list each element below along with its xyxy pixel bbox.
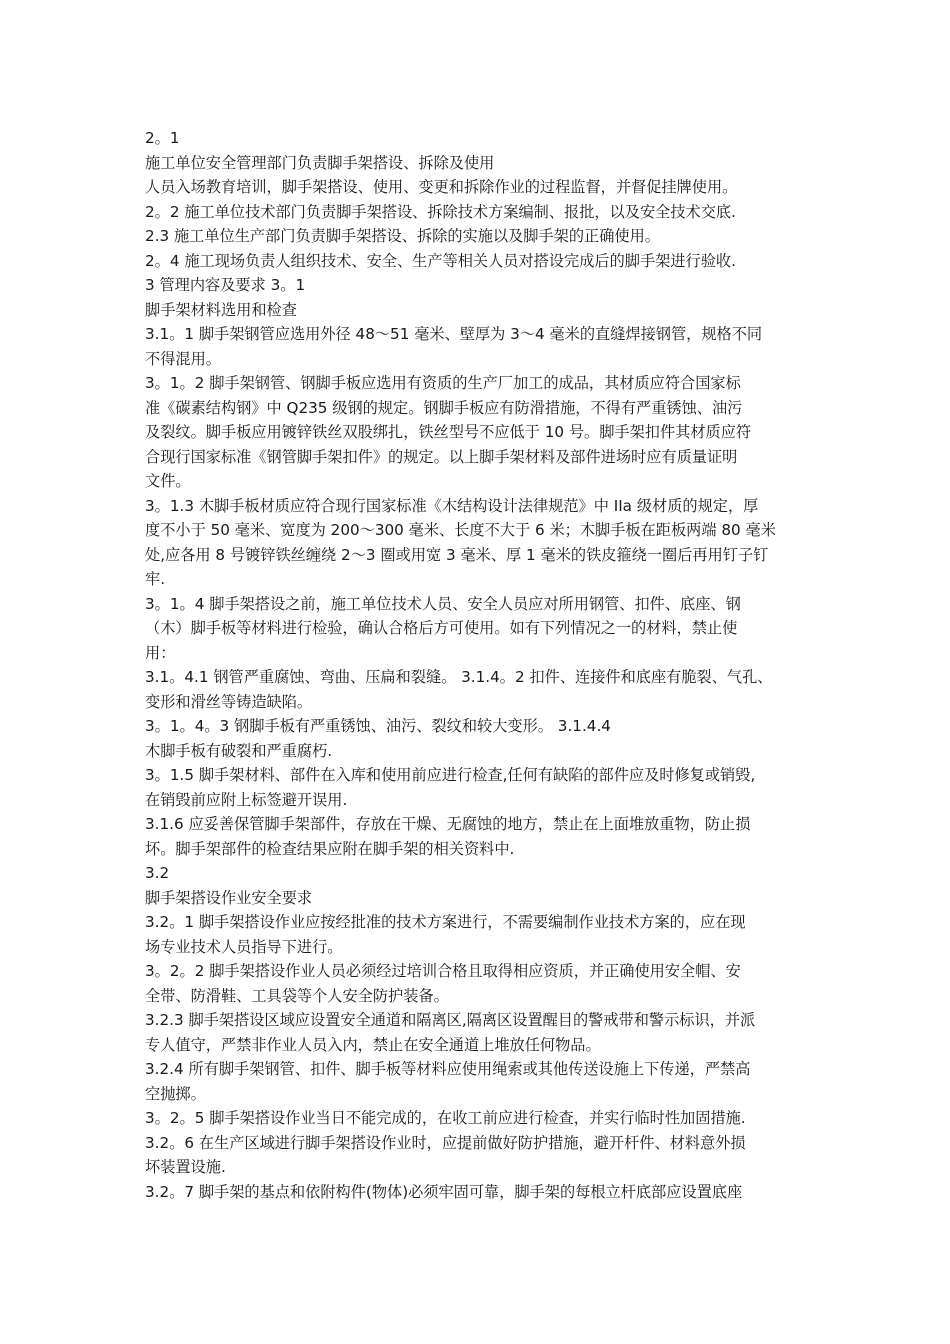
- document-body: [145, 126, 817, 1204]
- text-line: 在销毁前应附上标签避开误用.: [145, 790, 348, 809]
- text-line: （木）脚手板等材料进行检验，确认合格后方可使用。如有下列情况之一的材料，禁止使: [145, 619, 738, 637]
- text-line: 3.2.4 所有脚手架钢管、扣件、脚手板等材料应使用绳索或其他传送设施上下传递，严禁高: [145, 1060, 751, 1078]
- text-line: 3.1。4.1 钢管严重腐蚀、弯曲、压扁和裂缝。 3.1.4。2 扣件、连接件和底座有脆裂、气孔、: [145, 668, 773, 686]
- text-line: 不得混用。: [145, 349, 221, 368]
- text-line: 3.1.6 应妥善保管脚手架部件，存放在干燥、无腐蚀的地方，禁止在上面堆放重物，防止损: [145, 815, 751, 833]
- text-line: 3。2。5 脚手架搭设作业当日不能完成的，在收工前应进行检查，并实行临时性加固措施.: [145, 1109, 746, 1127]
- text-line: 场专业技术人员指导下进行。: [145, 937, 343, 956]
- text-line: 脚手架材料选用和检查: [145, 300, 297, 319]
- text-line: 度不小于 50 毫米、宽度为 200～300 毫米、长度不大于 6 米；木脚手板在距板两端 80 毫米: [145, 521, 776, 539]
- text-line: 牢.: [145, 570, 166, 588]
- text-line: 坏。脚手架部件的检查结果应附在脚手架的相关资料中.: [145, 839, 515, 858]
- text-line: 准《碳素结构钢》中 Q235 级钢的规定。钢脚手板应有防滑措施，不得有严重锈蚀、油污: [145, 398, 743, 417]
- text-line: 3。1。4 脚手架搭设之前，施工单位技术人员、安全人员应对所用钢管、扣件、底座、钢: [145, 594, 741, 613]
- text-line: 3。1。4。3 钢脚手板有严重锈蚀、油污、裂纹和较大变形。 3.1.4.4: [145, 717, 611, 735]
- text-line: 处,应各用 8 号镀锌铁丝缠绕 2～3 圈或用宽 3 毫米、厚 1 毫米的铁皮箍绕一圈后再用钉子钉: [145, 545, 769, 564]
- text-line: 空抛掷。: [145, 1084, 206, 1103]
- text-line: 全带、防滑鞋、工具袋等个人安全防护装备。: [145, 986, 449, 1005]
- text-line: 3.1。1 脚手架钢管应选用外径 48～51 毫米、壁厚为 3～4 毫米的直缝焊接钢管，规格不同: [145, 325, 763, 343]
- text-line: 3。1。2 脚手架钢管、钢脚手板应选用有资质的生产厂加工的成品，其材质应符合国家标: [145, 374, 741, 392]
- text-line: 及裂纹。脚手板应用镀锌铁丝双股绑扎，铁丝型号不应低于 10 号。脚手架扣件其材质应符: [145, 423, 752, 441]
- text-line: 文件。: [145, 472, 191, 490]
- text-line: 3。2。2 脚手架搭设作业人员必须经过培训合格且取得相应资质，并正确使用安全帽、安: [145, 962, 741, 980]
- text-line: 2。4 施工现场负责人组织技术、安全、生产等相关人员对搭设完成后的脚手架进行验收.: [145, 251, 736, 270]
- text-line: 合现行国家标准《钢管脚手架扣件》的规定。以上脚手架材料及部件进场时应有质量证明: [145, 447, 738, 466]
- text-line: 3.2。1 脚手架搭设作业应按经批准的技术方案进行，不需要编制作业技术方案的，应在现: [145, 913, 746, 931]
- text-line: 用：: [145, 643, 176, 662]
- text-line: 3.2.3 脚手架搭设区域应设置安全通道和隔离区,隔离区设置醒目的警戒带和警示标识，并派: [145, 1011, 756, 1029]
- text-line: 脚手架搭设作业安全要求: [145, 888, 313, 907]
- text-line: 3.2。6 在生产区域进行脚手架搭设作业时，应提前做好防护措施，避开杆件、材料意外损: [145, 1133, 746, 1152]
- text-line: 3。1.5 脚手架材料、部件在入库和使用前应进行检查,任何有缺陷的部件应及时修复或销毁,: [145, 766, 756, 784]
- text-line: 人员入场教育培训，脚手架搭设、使用、变更和拆除作业的过程监督，并督促挂牌使用。: [145, 178, 738, 196]
- text-line: 2。2 施工单位技术部门负责脚手架搭设、拆除技术方案编制、报批，以及安全技术交底.: [145, 202, 736, 221]
- text-line: 2。1: [145, 129, 180, 147]
- text-line: 3。1.3 木脚手板材质应符合现行国家标准《木结构设计法律规范》中 IIa 级材质的规定，厚: [145, 496, 759, 515]
- text-line: 3 管理内容及要求 3。1: [145, 276, 306, 294]
- text-line: 3.2: [145, 864, 170, 882]
- text-line: 变形和滑丝等铸造缺陷。: [145, 692, 313, 711]
- text-line: 2.3 施工单位生产部门负责脚手架搭设、拆除的实施以及脚手架的正确使用。: [145, 227, 660, 245]
- text-line: 专人值守，严禁非作业人员入内，禁止在安全通道上堆放任何物品。: [145, 1035, 601, 1054]
- text-line: 施工单位安全管理部门负责脚手架搭设、拆除及使用: [145, 153, 495, 172]
- text-line: 坏装置设施.: [145, 1158, 226, 1176]
- text-line: 3.2。7 脚手架的基点和依附构件(物体)必须牢固可靠，脚手架的每根立杆底部应设置底座: [145, 1182, 743, 1201]
- text-line: 木脚手板有破裂和严重腐朽.: [145, 741, 333, 760]
